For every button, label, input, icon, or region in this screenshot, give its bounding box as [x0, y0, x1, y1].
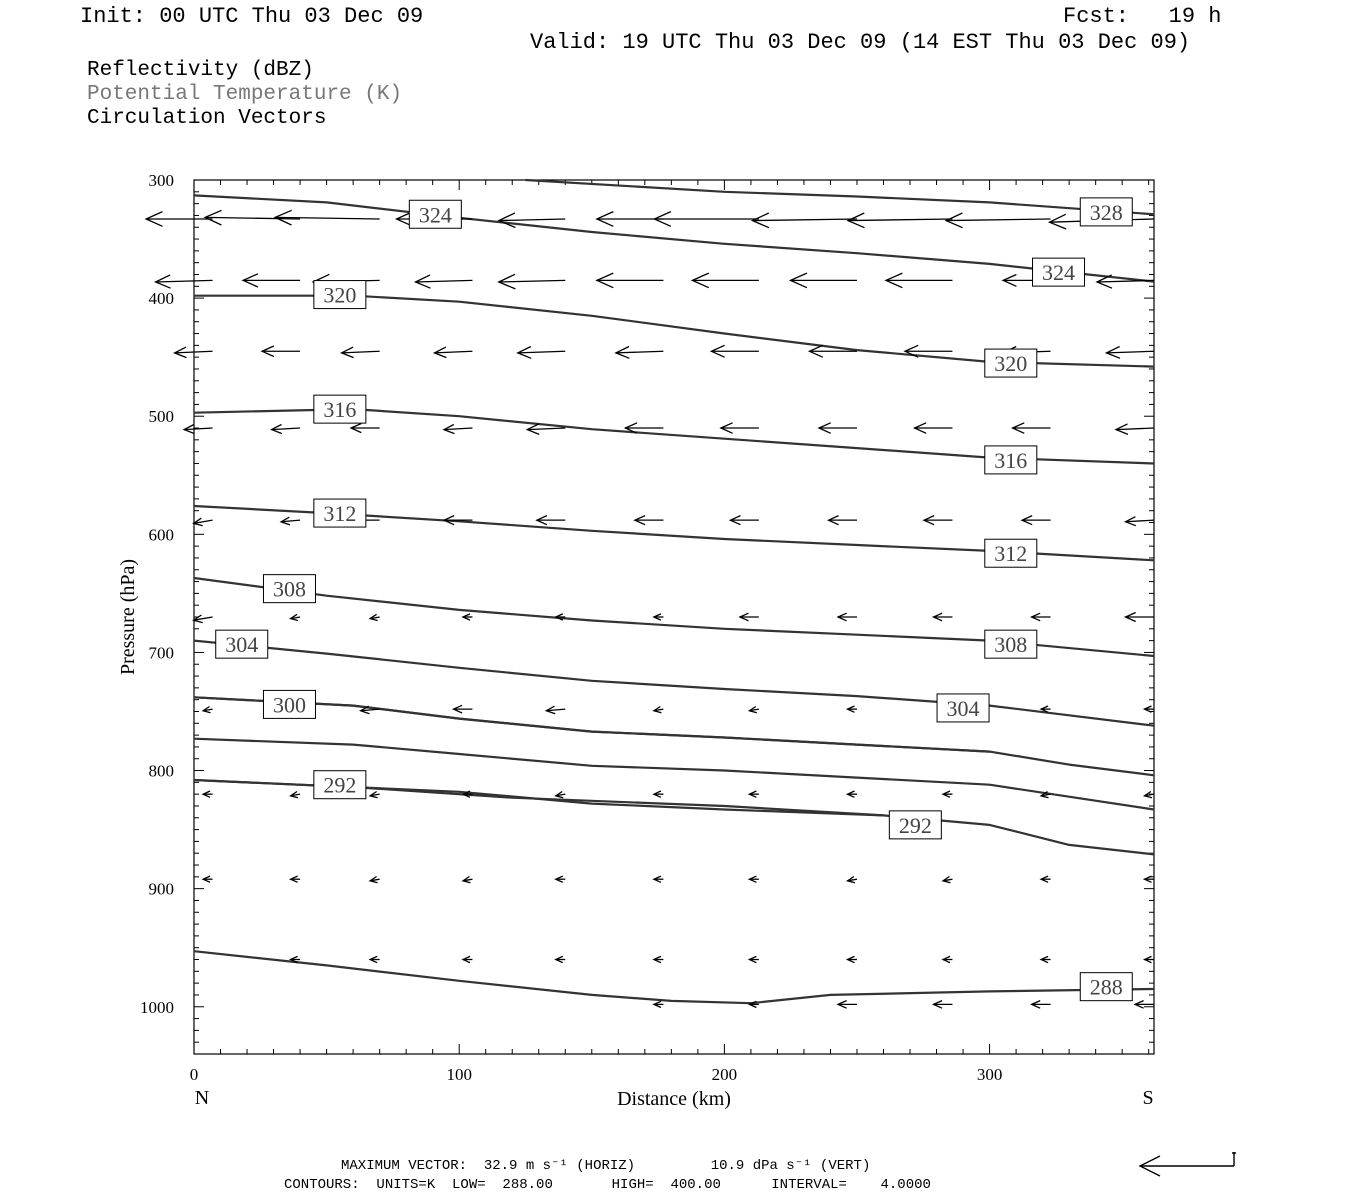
- valid-time: Valid: 19 UTC Thu 03 Dec 09 (14 EST Thu 03 Dec 09): [530, 30, 1191, 55]
- y-tick-label: 1000: [140, 997, 174, 1017]
- max-vector-info: MAXIMUM VECTOR: 32.9 m s⁻¹ (HORIZ) 10.9 dPa s⁻¹ (VERT): [341, 1158, 871, 1174]
- legend-reflectivity: Reflectivity (dBZ): [87, 59, 314, 82]
- contour-label: 304: [946, 695, 980, 721]
- contour-label: 324: [1042, 260, 1076, 286]
- vector-shaft: [1116, 428, 1154, 430]
- vector-shaft: [1107, 351, 1155, 353]
- y-tick-label: 700: [148, 643, 174, 663]
- vector-shaft: [184, 428, 213, 430]
- contour-label: 320: [323, 282, 357, 308]
- init-time: Init: 00 UTC Thu 03 Dec 09: [80, 4, 424, 29]
- vector-shaft: [342, 351, 380, 353]
- legend-circulation-vectors: Circulation Vectors: [87, 107, 327, 130]
- axis-ticks: [194, 180, 1154, 1054]
- x-end-label-south: S: [1142, 1087, 1154, 1109]
- contour-label: 328: [1089, 199, 1123, 225]
- x-end-label-north: N: [194, 1087, 210, 1109]
- theta-contour-line: [194, 195, 1154, 281]
- plot-frame: [194, 180, 1154, 1054]
- contour-label: 292: [898, 812, 932, 838]
- vector-shaft: [434, 351, 472, 353]
- y-tick-label: 400: [148, 289, 174, 309]
- axis-tick-labels: [140, 171, 1002, 1084]
- vector-shaft: [946, 219, 1051, 221]
- vector-shaft: [1126, 520, 1155, 522]
- circulation-vectors: [146, 210, 1154, 1008]
- reference-vector-icon: [1140, 1152, 1236, 1176]
- vector-shaft: [415, 280, 472, 282]
- x-axis-title: Distance (km): [617, 1088, 731, 1110]
- vector-shaft: [499, 280, 565, 282]
- y-tick-label: 500: [148, 407, 174, 427]
- contour-label: 304: [225, 632, 259, 658]
- y-axis-title: Pressure (hPa): [117, 558, 139, 676]
- x-tick-label: 0: [189, 1065, 199, 1084]
- contour-label: 308: [272, 576, 306, 602]
- contour-label: 292: [323, 772, 357, 798]
- x-tick-label: 100: [446, 1065, 472, 1084]
- legend-potential-temperature: Potential Temperature (K): [87, 83, 403, 106]
- vector-shaft: [444, 428, 473, 430]
- y-tick-label: 300: [148, 171, 174, 190]
- contour-info: CONTOURS: UNITS=K LOW= 288.00 HIGH= 400.00 INTERVAL= 4.0000: [284, 1177, 931, 1193]
- vector-shaft: [527, 428, 565, 430]
- y-tick-label: 800: [148, 761, 174, 781]
- theta-contour-line: [526, 180, 1155, 214]
- contour-label: 316: [323, 397, 357, 423]
- y-tick-label: 900: [148, 879, 174, 899]
- theta-contour-line: [194, 951, 1154, 1003]
- forecast-hour: Fcst: 19 h: [1063, 4, 1222, 29]
- vector-shaft: [175, 351, 213, 353]
- x-tick-label: 200: [711, 1065, 738, 1084]
- contour-label: 300: [272, 692, 306, 718]
- vector-shaft: [156, 280, 213, 282]
- vector-shaft: [616, 351, 664, 353]
- contour-label: 324: [418, 202, 452, 228]
- x-tick-label: 300: [976, 1065, 1003, 1084]
- vector-shaft: [518, 351, 566, 353]
- contour-label: 316: [994, 447, 1028, 473]
- vector-shaft: [752, 219, 857, 221]
- contour-label: 288: [1089, 974, 1123, 1000]
- vector-shaft: [499, 219, 565, 221]
- vector-shaft: [848, 219, 953, 221]
- contour-label: 308: [994, 632, 1028, 658]
- contour-label: 312: [994, 541, 1028, 567]
- y-tick-label: 600: [148, 525, 174, 545]
- contour-label: 312: [323, 501, 357, 527]
- vector-shaft: [272, 428, 301, 430]
- contour-label: 320: [994, 351, 1028, 377]
